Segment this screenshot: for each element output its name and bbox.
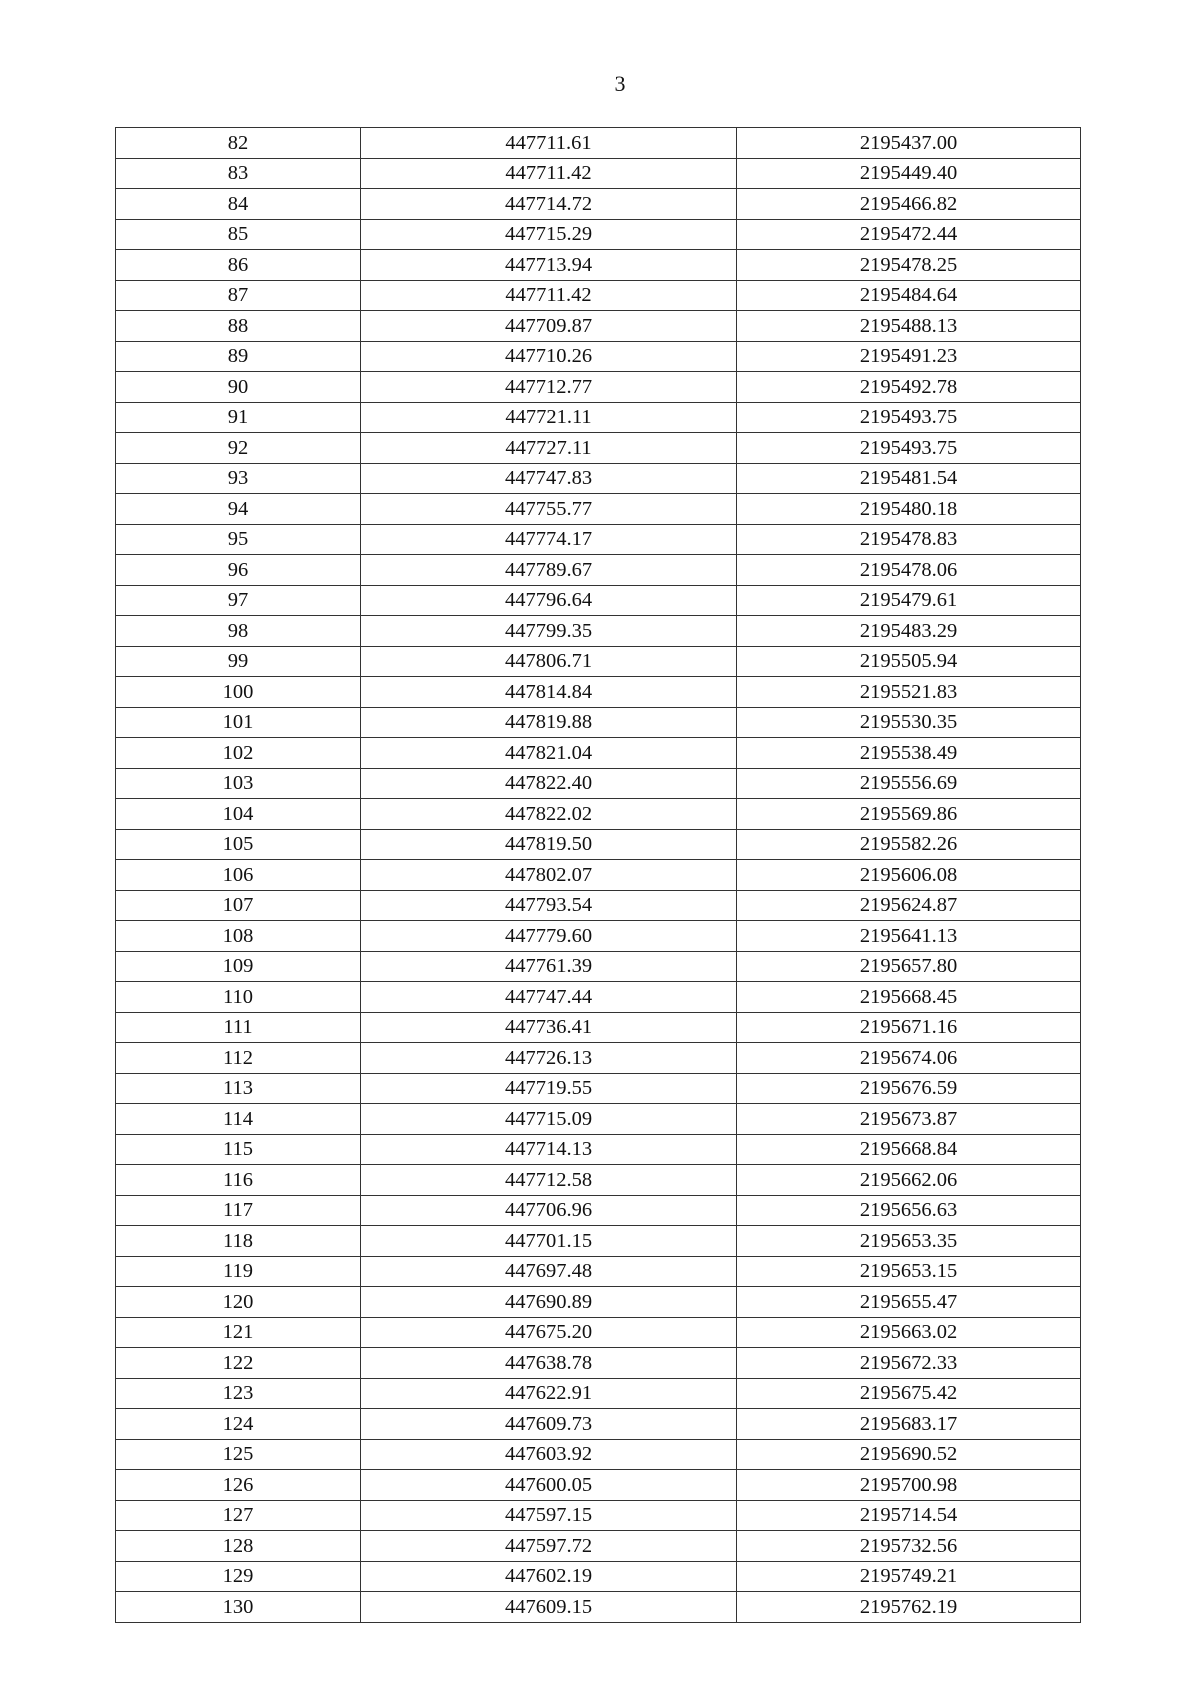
x-coordinate-cell: 447822.02 (361, 799, 737, 830)
point-number-cell: 127 (116, 1500, 361, 1531)
x-coordinate-cell: 447712.58 (361, 1165, 737, 1196)
point-number-cell: 88 (116, 311, 361, 342)
y-coordinate-cell: 2195662.06 (737, 1165, 1081, 1196)
y-coordinate-cell: 2195675.42 (737, 1378, 1081, 1409)
y-coordinate-cell: 2195493.75 (737, 402, 1081, 433)
point-number-cell: 83 (116, 158, 361, 189)
x-coordinate-cell: 447715.29 (361, 219, 737, 250)
table-row (116, 829, 1081, 860)
y-coordinate-cell: 2195521.83 (737, 677, 1081, 708)
y-coordinate-cell: 2195762.19 (737, 1592, 1081, 1623)
x-coordinate-cell: 447819.88 (361, 707, 737, 738)
table-row (116, 1195, 1081, 1226)
y-coordinate-cell: 2195466.82 (737, 189, 1081, 220)
y-coordinate-cell: 2195478.83 (737, 524, 1081, 555)
x-coordinate-cell: 447710.26 (361, 341, 737, 372)
y-coordinate-cell: 2195505.94 (737, 646, 1081, 677)
table-row (116, 1226, 1081, 1257)
point-number-cell: 104 (116, 799, 361, 830)
point-number-cell: 87 (116, 280, 361, 311)
y-coordinate-cell: 2195480.18 (737, 494, 1081, 525)
point-number-cell: 102 (116, 738, 361, 769)
x-coordinate-cell: 447727.11 (361, 433, 737, 464)
x-coordinate-cell: 447597.72 (361, 1531, 737, 1562)
point-number-cell: 120 (116, 1287, 361, 1318)
table-row (116, 433, 1081, 464)
table-row (116, 189, 1081, 220)
point-number-cell: 115 (116, 1134, 361, 1165)
y-coordinate-cell: 2195538.49 (737, 738, 1081, 769)
x-coordinate-cell: 447638.78 (361, 1348, 737, 1379)
table-row (116, 1256, 1081, 1287)
table-row (116, 1348, 1081, 1379)
x-coordinate-cell: 447821.04 (361, 738, 737, 769)
point-number-cell: 97 (116, 585, 361, 616)
table-row (116, 372, 1081, 403)
table-row (116, 646, 1081, 677)
table-row (116, 1531, 1081, 1562)
y-coordinate-cell: 2195488.13 (737, 311, 1081, 342)
y-coordinate-cell: 2195483.29 (737, 616, 1081, 647)
y-coordinate-cell: 2195671.16 (737, 1012, 1081, 1043)
y-coordinate-cell: 2195683.17 (737, 1409, 1081, 1440)
y-coordinate-cell: 2195449.40 (737, 158, 1081, 189)
x-coordinate-cell: 447747.44 (361, 982, 737, 1013)
x-coordinate-cell: 447814.84 (361, 677, 737, 708)
table-row (116, 951, 1081, 982)
table-row (116, 1470, 1081, 1501)
y-coordinate-cell: 2195624.87 (737, 890, 1081, 921)
y-coordinate-cell: 2195714.54 (737, 1500, 1081, 1531)
x-coordinate-cell: 447799.35 (361, 616, 737, 647)
table-row (116, 158, 1081, 189)
point-number-cell: 100 (116, 677, 361, 708)
x-coordinate-cell: 447609.15 (361, 1592, 737, 1623)
x-coordinate-cell: 447806.71 (361, 646, 737, 677)
y-coordinate-cell: 2195655.47 (737, 1287, 1081, 1318)
table-row (116, 1409, 1081, 1440)
point-number-cell: 95 (116, 524, 361, 555)
y-coordinate-cell: 2195606.08 (737, 860, 1081, 891)
table-row (116, 1439, 1081, 1470)
x-coordinate-cell: 447747.83 (361, 463, 737, 494)
x-coordinate-cell: 447609.73 (361, 1409, 737, 1440)
point-number-cell: 119 (116, 1256, 361, 1287)
table-row (116, 402, 1081, 433)
x-coordinate-cell: 447713.94 (361, 250, 737, 281)
table-row (116, 1073, 1081, 1104)
table-row (116, 707, 1081, 738)
x-coordinate-cell: 447675.20 (361, 1317, 737, 1348)
x-coordinate-cell: 447706.96 (361, 1195, 737, 1226)
y-coordinate-cell: 2195484.64 (737, 280, 1081, 311)
x-coordinate-cell: 447793.54 (361, 890, 737, 921)
x-coordinate-cell: 447721.11 (361, 402, 737, 433)
table-row (116, 250, 1081, 281)
point-number-cell: 93 (116, 463, 361, 494)
point-number-cell: 103 (116, 768, 361, 799)
y-coordinate-cell: 2195690.52 (737, 1439, 1081, 1470)
y-coordinate-cell: 2195749.21 (737, 1561, 1081, 1592)
point-number-cell: 123 (116, 1378, 361, 1409)
point-number-cell: 85 (116, 219, 361, 250)
table-row (116, 1561, 1081, 1592)
y-coordinate-cell: 2195479.61 (737, 585, 1081, 616)
table-row (116, 555, 1081, 586)
x-coordinate-cell: 447802.07 (361, 860, 737, 891)
table-body (116, 128, 1081, 1623)
x-coordinate-cell: 447822.40 (361, 768, 737, 799)
table-row (116, 1165, 1081, 1196)
x-coordinate-cell: 447701.15 (361, 1226, 737, 1257)
y-coordinate-cell: 2195653.15 (737, 1256, 1081, 1287)
table-row (116, 1043, 1081, 1074)
x-coordinate-cell: 447690.89 (361, 1287, 737, 1318)
y-coordinate-cell: 2195582.26 (737, 829, 1081, 860)
y-coordinate-cell: 2195668.84 (737, 1134, 1081, 1165)
table-row (116, 1592, 1081, 1623)
y-coordinate-cell: 2195478.25 (737, 250, 1081, 281)
point-number-cell: 96 (116, 555, 361, 586)
x-coordinate-cell: 447709.87 (361, 311, 737, 342)
table-row (116, 860, 1081, 891)
y-coordinate-cell: 2195641.13 (737, 921, 1081, 952)
point-number-cell: 89 (116, 341, 361, 372)
x-coordinate-cell: 447622.91 (361, 1378, 737, 1409)
x-coordinate-cell: 447711.42 (361, 158, 737, 189)
x-coordinate-cell: 447602.19 (361, 1561, 737, 1592)
x-coordinate-cell: 447796.64 (361, 585, 737, 616)
table-row (116, 1012, 1081, 1043)
point-number-cell: 92 (116, 433, 361, 464)
y-coordinate-cell: 2195653.35 (737, 1226, 1081, 1257)
table-row (116, 280, 1081, 311)
table-row (116, 677, 1081, 708)
point-number-cell: 114 (116, 1104, 361, 1135)
x-coordinate-cell: 447697.48 (361, 1256, 737, 1287)
table-row (116, 494, 1081, 525)
x-coordinate-cell: 447714.72 (361, 189, 737, 220)
table-row (116, 524, 1081, 555)
point-number-cell: 122 (116, 1348, 361, 1379)
x-coordinate-cell: 447711.61 (361, 128, 737, 159)
table-row (116, 1378, 1081, 1409)
table-row (116, 738, 1081, 769)
point-number-cell: 130 (116, 1592, 361, 1623)
table-row (116, 982, 1081, 1013)
table-row (116, 341, 1081, 372)
point-number-cell: 116 (116, 1165, 361, 1196)
table-row (116, 1104, 1081, 1135)
y-coordinate-cell: 2195732.56 (737, 1531, 1081, 1562)
x-coordinate-cell: 447714.13 (361, 1134, 737, 1165)
x-coordinate-cell: 447719.55 (361, 1073, 737, 1104)
y-coordinate-cell: 2195657.80 (737, 951, 1081, 982)
point-number-cell: 91 (116, 402, 361, 433)
point-number-cell: 106 (116, 860, 361, 891)
table-row (116, 463, 1081, 494)
y-coordinate-cell: 2195478.06 (737, 555, 1081, 586)
y-coordinate-cell: 2195492.78 (737, 372, 1081, 403)
point-number-cell: 129 (116, 1561, 361, 1592)
table-row (116, 219, 1081, 250)
point-number-cell: 109 (116, 951, 361, 982)
y-coordinate-cell: 2195656.63 (737, 1195, 1081, 1226)
table-row (116, 1317, 1081, 1348)
x-coordinate-cell: 447761.39 (361, 951, 737, 982)
point-number-cell: 126 (116, 1470, 361, 1501)
y-coordinate-cell: 2195668.45 (737, 982, 1081, 1013)
point-number-cell: 128 (116, 1531, 361, 1562)
point-number-cell: 113 (116, 1073, 361, 1104)
point-number-cell: 125 (116, 1439, 361, 1470)
table-row (116, 921, 1081, 952)
table-row (116, 616, 1081, 647)
point-number-cell: 99 (116, 646, 361, 677)
point-number-cell: 118 (116, 1226, 361, 1257)
y-coordinate-cell: 2195530.35 (737, 707, 1081, 738)
point-number-cell: 112 (116, 1043, 361, 1074)
y-coordinate-cell: 2195481.54 (737, 463, 1081, 494)
table-row (116, 585, 1081, 616)
y-coordinate-cell: 2195556.69 (737, 768, 1081, 799)
x-coordinate-cell: 447736.41 (361, 1012, 737, 1043)
point-number-cell: 86 (116, 250, 361, 281)
table-row (116, 799, 1081, 830)
table-row (116, 1134, 1081, 1165)
point-number-cell: 98 (116, 616, 361, 647)
x-coordinate-cell: 447600.05 (361, 1470, 737, 1501)
x-coordinate-cell: 447715.09 (361, 1104, 737, 1135)
point-number-cell: 101 (116, 707, 361, 738)
point-number-cell: 84 (116, 189, 361, 220)
table-row (116, 1500, 1081, 1531)
y-coordinate-cell: 2195472.44 (737, 219, 1081, 250)
table-row (116, 1287, 1081, 1318)
x-coordinate-cell: 447597.15 (361, 1500, 737, 1531)
point-number-cell: 110 (116, 982, 361, 1013)
x-coordinate-cell: 447779.60 (361, 921, 737, 952)
point-number-cell: 108 (116, 921, 361, 952)
y-coordinate-cell: 2195676.59 (737, 1073, 1081, 1104)
x-coordinate-cell: 447712.77 (361, 372, 737, 403)
y-coordinate-cell: 2195700.98 (737, 1470, 1081, 1501)
y-coordinate-cell: 2195663.02 (737, 1317, 1081, 1348)
x-coordinate-cell: 447819.50 (361, 829, 737, 860)
point-number-cell: 121 (116, 1317, 361, 1348)
point-number-cell: 90 (116, 372, 361, 403)
y-coordinate-cell: 2195493.75 (737, 433, 1081, 464)
point-number-cell: 111 (116, 1012, 361, 1043)
point-number-cell: 117 (116, 1195, 361, 1226)
y-coordinate-cell: 2195569.86 (737, 799, 1081, 830)
x-coordinate-cell: 447774.17 (361, 524, 737, 555)
table-row (116, 311, 1081, 342)
coordinates-table (115, 127, 1081, 1623)
y-coordinate-cell: 2195491.23 (737, 341, 1081, 372)
y-coordinate-cell: 2195437.00 (737, 128, 1081, 159)
point-number-cell: 107 (116, 890, 361, 921)
y-coordinate-cell: 2195673.87 (737, 1104, 1081, 1135)
y-coordinate-cell: 2195672.33 (737, 1348, 1081, 1379)
point-number-cell: 94 (116, 494, 361, 525)
point-number-cell: 82 (116, 128, 361, 159)
point-number-cell: 105 (116, 829, 361, 860)
page-number: 3 (614, 71, 626, 96)
table-row (116, 768, 1081, 799)
x-coordinate-cell: 447789.67 (361, 555, 737, 586)
x-coordinate-cell: 447726.13 (361, 1043, 737, 1074)
table-row (116, 890, 1081, 921)
table-row (116, 128, 1081, 159)
x-coordinate-cell: 447711.42 (361, 280, 737, 311)
x-coordinate-cell: 447603.92 (361, 1439, 737, 1470)
point-number-cell: 124 (116, 1409, 361, 1440)
x-coordinate-cell: 447755.77 (361, 494, 737, 525)
y-coordinate-cell: 2195674.06 (737, 1043, 1081, 1074)
